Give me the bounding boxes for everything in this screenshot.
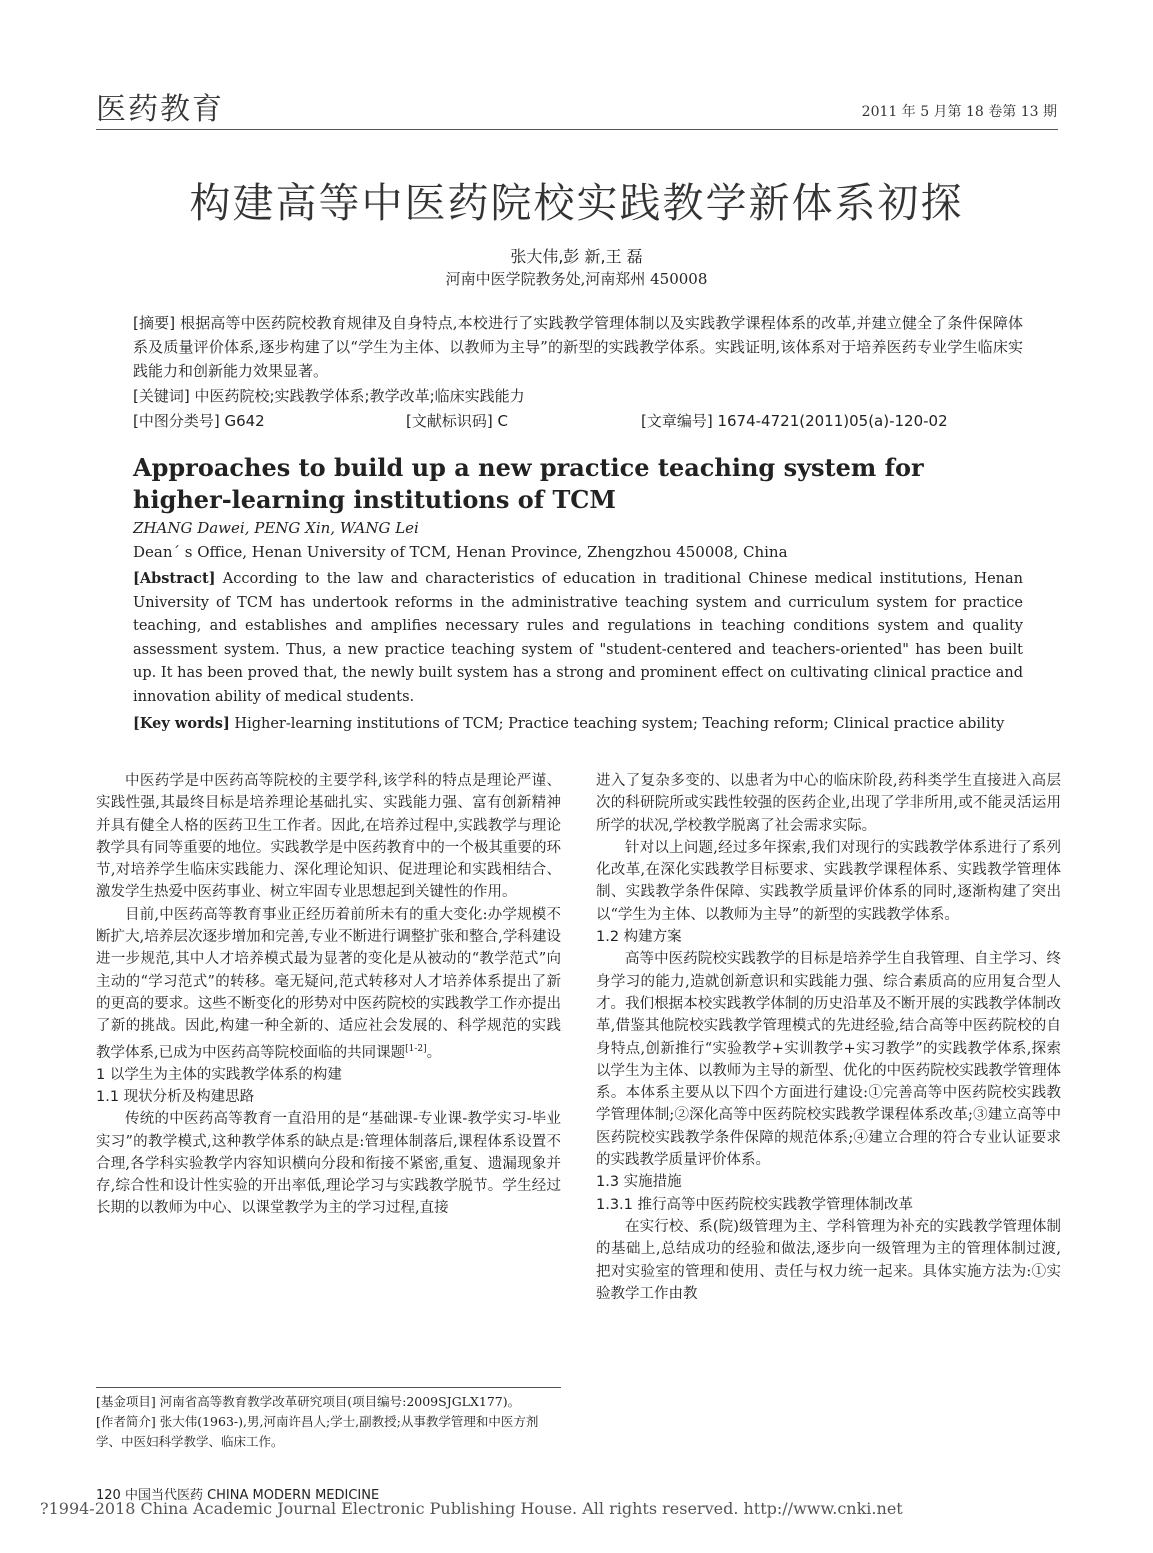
- english-keywords-tag: [Key words]: [133, 715, 230, 732]
- article-number: [文章编号] 1674-4721(2011)05(a)-120-02: [641, 412, 948, 430]
- subsection-heading: 1.3 实施措施: [596, 1174, 682, 1191]
- english-keywords: [133, 715, 1004, 732]
- journal-section-title: 医药教育: [96, 92, 224, 127]
- english-abstract: [133, 567, 1023, 709]
- paragraph-end: 。: [426, 1044, 442, 1061]
- english-affiliation: Dean´ s Office, Henan University of TCM, Henan Province, Zhengzhou 450008, China: [133, 543, 788, 561]
- abstract-tag: [摘要]: [133, 314, 176, 332]
- author-note: [作者简介] 张大伟(1963-),男,河南许昌人;学士,副教授;从事教学管理和中医方剂学、中医妇科学教学、临床工作。: [96, 1414, 539, 1449]
- paragraph: 在实行校、系(院)级管理为主、学科管理为补充的实践教学管理体制的基础上,总结成功的经验和做法,逐步向一级管理为主的管理体制过渡, 把对实验室的管理和使用、责任与权力统一起来。具体实施方法为:①实验教学工作由教: [596, 1218, 1061, 1302]
- citation-ref: [1-2]: [405, 1043, 427, 1054]
- english-authors: ZHANG Dawei, PENG Xin, WANG Lei: [133, 519, 419, 537]
- abstract-text: 根据高等中医药院校教育规律及自身特点,本校进行了实践教学管理体制以及实践教学课程体系的改革,并建立健全了条件保障体系及质量评价体系,逐步构建了以“学生为主体、以教师为主导”的新型的实践教学体系。实践证明,该体系对于培养医药专业学生临床实践能力和创新能力效果显著。: [133, 314, 1023, 380]
- funding-note: [基金项目] 河南省高等教育教学改革研究项目(项目编号:2009SJGLX177)。: [96, 1394, 521, 1409]
- paragraph: [96, 904, 561, 1064]
- section-heading: 1 以学生为主体的实践教学体系的构建: [96, 1066, 342, 1083]
- english-title: Approaches to build up a new practice teaching system for higher-learning institutions of TCM: [133, 453, 924, 514]
- english-abstract-text: According to the law and characteristics of education in traditional Chinese medical institutions, Henan University of TCM has undertook reforms in the administrative teaching system and curriculum system for practice teaching, and establishes and amplifies necessary rules and regulations in teaching conditions system and quality assessment system. Thus, a new practice teaching system of "student-centered and teachers-oriented" has been built up. It has been proved that, the newly built system has a strong and prominent effect on cultivating clinical practice and innovation ability of medical students.: [133, 571, 1023, 705]
- footnotes: [96, 1392, 561, 1452]
- chinese-keywords: [关键词] 中医药院校;实践教学体系;教学改革;临床实践能力: [133, 387, 525, 405]
- body-column-right: [596, 770, 1061, 1305]
- subsubsection-heading: 1.3.1 推行高等中医药院校实践教学管理体制改革: [596, 1196, 914, 1213]
- english-keywords-text: Higher-learning institutions of TCM; Practice teaching system; Teaching reform; Clinical practice ability: [229, 716, 1005, 732]
- paragraph: 针对以上问题,经过多年探索,我们对现行的实践教学体系进行了系列化改革,在深化实践教学目标要求、实践教学课程体系、实践教学管理体制、实践教学条件保障、实践教学质量评价体系的同时,逐渐构建了突出以“学生为主体、以教师为主导”的新型的实践教学体系。: [596, 839, 1061, 923]
- footnote-divider: [96, 1387, 561, 1388]
- article-title: 构建高等中医药院校实践教学新体系初探: [189, 179, 964, 227]
- page-footer: 120 中国当代医药 CHINA MODERN MEDICINE: [96, 1488, 380, 1503]
- authors: 张大伟,彭 新,王 磊: [510, 247, 643, 266]
- classification-number: [中图分类号] G642: [133, 412, 265, 430]
- copyright-watermark: ?1994-2018 China Academic Journal Electronic Publishing House. All rights reserved. http://www.cnki.net: [40, 1499, 903, 1518]
- english-abstract-tag: [Abstract]: [133, 570, 216, 587]
- paragraph: 中医药学是中医药高等院校的主要学科,该学科的特点是理论严谨、实践性强,其最终目标是培养理论基础扎实、实践能力强、富有创新精神并具有健全人格的医药卫生工作者。因此,在培养过程中,实践教学与理论教学具有同等重要的地位。实践教学是中医药教育中的一个极其重要的环节,对培养学生临床实践能力、深化理论知识、促进理论和实践相结合、激发学生热爱中医药事业、树立牢固专业思想起到关键性的作用。: [96, 773, 561, 901]
- header-divider: [96, 129, 1058, 130]
- subsection-heading: 1.1 现状分析及构建思路: [96, 1088, 255, 1105]
- issue-info: 2011 年 5 月第 18 卷第 13 期: [861, 104, 1057, 120]
- paragraph: 高等中医药院校实践教学的目标是培养学生自我管理、自主学习、终身学习的能力,造就创新意识和实践能力强、综合素质高的应用复合型人才。我们根据本校实践教学体制的历史沿革及不断开展的实践教学体制改革,借鉴其他院校实践教学管理模式的先进经验,结合高等中医药院校的自身特点,创新推行“实验教学+实训教学+实习教学”的实践教学体系,探索以学生为主体、以教师为主导的新型、优化的中医药院校实践教学管理体系。本体系主要从以下四个方面进行建设:①完善高等中医药院校实践教学管理体制;②深化高等中医药院校实践教学课程体系改革;③建立高等中医药院校实践教学条件保障的规范体系;④建立合理的符合专业认证要求的实践教学质量评价体系。: [596, 951, 1061, 1169]
- document-code: [文献标识码] C: [406, 412, 508, 430]
- affiliation: 河南中医学院教务处,河南郑州 450008: [445, 270, 708, 288]
- paragraph: 进入了复杂多变的、以患者为中心的临床阶段,药科类学生直接进入高层次的科研院所或实践性较强的医药企业,出现了学非所用,或不能灵活运用所学的状况,学校教学脱离了社会需求实际。: [596, 773, 1061, 834]
- subsection-heading: 1.2 构建方案: [596, 929, 682, 946]
- body-column-left: [96, 770, 561, 1220]
- paragraph-text: 目前,中医药高等教育事业正经历着前所未有的重大变化:办学规模不断扩大,培养层次逐步增加和完善,专业不断进行调整扩张和整合,学科建设进一步规范,其中人才培养模式最为显著的变化是从被动的“教学范式”向主动的“学习范式”的转移。毫无疑问,范式转移对人才培养体系提出了新的更高的要求。这些不断变化的形势对中医药院校的实践教学工作亦提出了新的挑战。因此,构建一种全新的、适应社会发展的、科学规范的实践教学体系,已成为中医药高等院校面临的共同课题: [96, 906, 561, 1061]
- paragraph: 传统的中医药高等教育一直沿用的是“基础课-专业课-教学实习-毕业实习”的教学模式,这种教学体系的缺点是:管理体制落后,课程体系设置不合理,各学科实验教学内容知识横向分段和衔接不紧密,重复、遗漏现象并存,综合性和设计性实验的开出率低,理论学习与实践教学脱节。学生经过长期的以教师为中心、以课堂教学为主的学习过程,直接: [96, 1111, 561, 1217]
- chinese-abstract: [133, 311, 1023, 383]
